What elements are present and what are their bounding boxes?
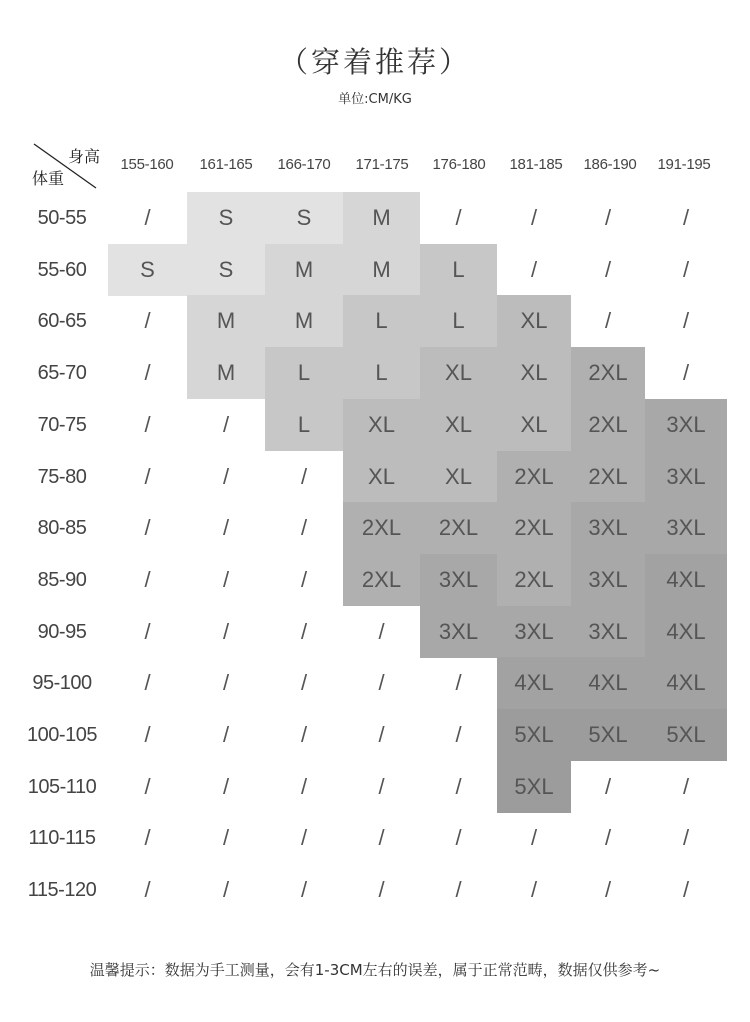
size-cell: XL xyxy=(420,451,497,503)
row-header-weight: 110-115 xyxy=(28,827,96,850)
column-header-height: 191-195 xyxy=(657,156,711,173)
size-cell: 2XL xyxy=(420,502,497,554)
size-cell-empty: / xyxy=(222,618,230,644)
size-cell: 4XL xyxy=(645,657,727,709)
size-cell: 5XL xyxy=(497,761,571,813)
size-cell: M xyxy=(187,295,265,347)
size-cell-empty: / xyxy=(144,722,151,747)
size-cell-empty: / xyxy=(222,411,230,437)
size-cell-empty: / xyxy=(222,515,230,541)
size-cell: 4XL xyxy=(645,554,727,606)
size-cell: 4XL xyxy=(571,657,645,709)
size-cell-empty: / xyxy=(530,825,538,851)
size-cell-empty: / xyxy=(455,877,462,903)
size-cell-empty: / xyxy=(222,463,230,489)
row-header-weight: 80-85 xyxy=(37,517,87,540)
size-cell-empty: / xyxy=(604,877,612,903)
row-header-weight: 105-110 xyxy=(27,775,97,798)
size-cell: 2XL xyxy=(571,399,645,451)
size-cell: M xyxy=(265,295,343,347)
size-cell-empty: / xyxy=(378,670,385,696)
size-cell-empty: / xyxy=(144,360,151,386)
size-cell-empty: / xyxy=(222,773,230,799)
size-cell: XL xyxy=(497,399,571,451)
size-cell: 3XL xyxy=(571,502,645,554)
weight-axis-label: 体重 xyxy=(32,169,65,188)
column-header-height: 176-180 xyxy=(432,156,486,173)
size-cell-empty: / xyxy=(604,205,612,230)
column-header-height: 155-160 xyxy=(120,156,174,173)
size-cell-empty: / xyxy=(144,515,151,541)
size-cell-empty: / xyxy=(300,618,308,644)
size-cell: 3XL xyxy=(497,606,571,658)
size-cell: 2XL xyxy=(343,502,420,554)
row-header-weight: 65-70 xyxy=(37,362,87,385)
size-cell: 4XL xyxy=(645,606,727,658)
unit-label: 单位:CM/KG xyxy=(338,92,412,107)
size-cell: S xyxy=(265,192,343,244)
size-cell-empty: / xyxy=(144,618,151,644)
size-cell-empty: / xyxy=(222,670,230,696)
size-cell-empty: / xyxy=(530,256,538,282)
size-cell-empty: / xyxy=(222,566,230,592)
row-header-weight: 100-105 xyxy=(27,724,97,746)
size-cell-empty: / xyxy=(144,825,151,851)
size-cell-empty: / xyxy=(455,205,462,230)
size-cell-empty: / xyxy=(300,463,308,489)
footer-note: 温馨提示：数据为手工测量，会有1-3CM左右的误差，属于正常范畴，数据仅供参考~ xyxy=(89,961,661,979)
height-axis-label: 身高 xyxy=(67,147,100,166)
size-cell-empty: / xyxy=(300,566,308,592)
size-cell: M xyxy=(343,244,420,296)
size-cell-empty: / xyxy=(300,877,308,903)
row-header-weight: 115-120 xyxy=(27,879,97,902)
row-header-weight: 90-95 xyxy=(37,620,87,643)
size-cell: S xyxy=(108,244,187,296)
column-header-height: 186-190 xyxy=(583,156,637,173)
size-cell-empty: / xyxy=(682,256,690,282)
size-cell: 5XL xyxy=(497,709,571,761)
size-cell: L xyxy=(420,244,497,296)
size-cell: 2XL xyxy=(497,502,571,554)
size-cell-empty: / xyxy=(144,308,151,334)
size-cell-empty: / xyxy=(682,773,690,799)
size-cell: 2XL xyxy=(343,554,420,606)
column-header-height: 161-165 xyxy=(199,156,253,173)
size-cell: XL xyxy=(343,451,420,503)
size-cell: 4XL xyxy=(497,657,571,709)
size-cell: S xyxy=(187,244,265,296)
size-cell-empty: / xyxy=(222,722,230,747)
size-cell: 5XL xyxy=(645,709,727,761)
table-corner-header xyxy=(30,140,100,190)
size-cell: L xyxy=(343,295,420,347)
size-cell: L xyxy=(265,347,343,399)
row-header-weight: 70-75 xyxy=(37,413,87,436)
size-cell-empty: / xyxy=(378,618,385,644)
size-cell-empty: / xyxy=(222,825,230,851)
size-cell: XL xyxy=(497,295,571,347)
size-cell-empty: / xyxy=(144,411,151,437)
size-cell: 3XL xyxy=(645,399,727,451)
size-cell: L xyxy=(343,347,420,399)
size-cell: 2XL xyxy=(571,451,645,503)
size-cell: 3XL xyxy=(645,451,727,503)
size-cell-empty: / xyxy=(530,877,538,903)
size-cell: 2XL xyxy=(497,554,571,606)
size-cell: 2XL xyxy=(497,451,571,503)
size-cell-empty: / xyxy=(300,773,308,799)
page-title: （穿着推荐） xyxy=(278,45,471,79)
size-cell-empty: / xyxy=(300,825,308,851)
size-cell-empty: / xyxy=(682,360,690,386)
size-cell: L xyxy=(420,295,497,347)
size-cell-empty: / xyxy=(455,825,462,851)
size-cell-empty: / xyxy=(300,515,308,541)
size-cell: 5XL xyxy=(571,709,645,761)
size-cell: 2XL xyxy=(571,347,645,399)
size-cell: L xyxy=(265,399,343,451)
row-header-weight: 75-80 xyxy=(37,465,87,488)
size-cell-empty: / xyxy=(378,773,385,799)
size-cell: S xyxy=(187,192,265,244)
size-cell: 3XL xyxy=(420,554,497,606)
size-cell-empty: / xyxy=(604,773,612,799)
column-header-height: 166-170 xyxy=(277,156,331,173)
size-cell-empty: / xyxy=(300,670,308,696)
size-cell-empty: / xyxy=(378,877,385,903)
row-header-weight: 55-60 xyxy=(37,258,87,281)
size-cell-empty: / xyxy=(144,670,151,696)
row-header-weight: 50-55 xyxy=(37,207,87,229)
size-cell-empty: / xyxy=(682,877,690,903)
size-cell: XL xyxy=(497,347,571,399)
size-cell-empty: / xyxy=(378,825,385,851)
size-cell-empty: / xyxy=(300,722,308,747)
row-header-weight: 95-100 xyxy=(32,672,92,695)
size-cell-empty: / xyxy=(604,256,612,282)
row-header-weight: 85-90 xyxy=(37,568,87,591)
column-header-height: 181-185 xyxy=(509,156,563,173)
size-cell-empty: / xyxy=(144,566,151,592)
size-cell: 3XL xyxy=(645,502,727,554)
row-header-weight: 60-65 xyxy=(37,310,87,333)
size-cell-empty: / xyxy=(682,205,690,230)
size-cell: M xyxy=(265,244,343,296)
size-cell-empty: / xyxy=(455,670,462,696)
size-cell-empty: / xyxy=(455,773,462,799)
size-cell: XL xyxy=(420,399,497,451)
size-cell-empty: / xyxy=(144,877,151,903)
size-cell: M xyxy=(187,347,265,399)
size-cell: 3XL xyxy=(571,606,645,658)
size-cell: XL xyxy=(420,347,497,399)
size-cell-empty: / xyxy=(144,463,151,489)
size-cell-empty: / xyxy=(682,825,690,851)
size-cell: 3XL xyxy=(420,606,497,658)
size-cell-empty: / xyxy=(530,205,538,230)
size-cell: M xyxy=(343,192,420,244)
size-cell-empty: / xyxy=(682,308,690,334)
size-cell: 3XL xyxy=(571,554,645,606)
size-cell-empty: / xyxy=(604,825,612,851)
column-header-height: 171-175 xyxy=(355,156,409,173)
size-cell: XL xyxy=(343,399,420,451)
size-cell-empty: / xyxy=(378,722,385,747)
size-cell-empty: / xyxy=(222,877,230,903)
size-cell-empty: / xyxy=(144,773,151,799)
size-cell-empty: / xyxy=(455,722,462,747)
size-cell-empty: / xyxy=(604,308,612,334)
size-cell-empty: / xyxy=(144,205,151,230)
